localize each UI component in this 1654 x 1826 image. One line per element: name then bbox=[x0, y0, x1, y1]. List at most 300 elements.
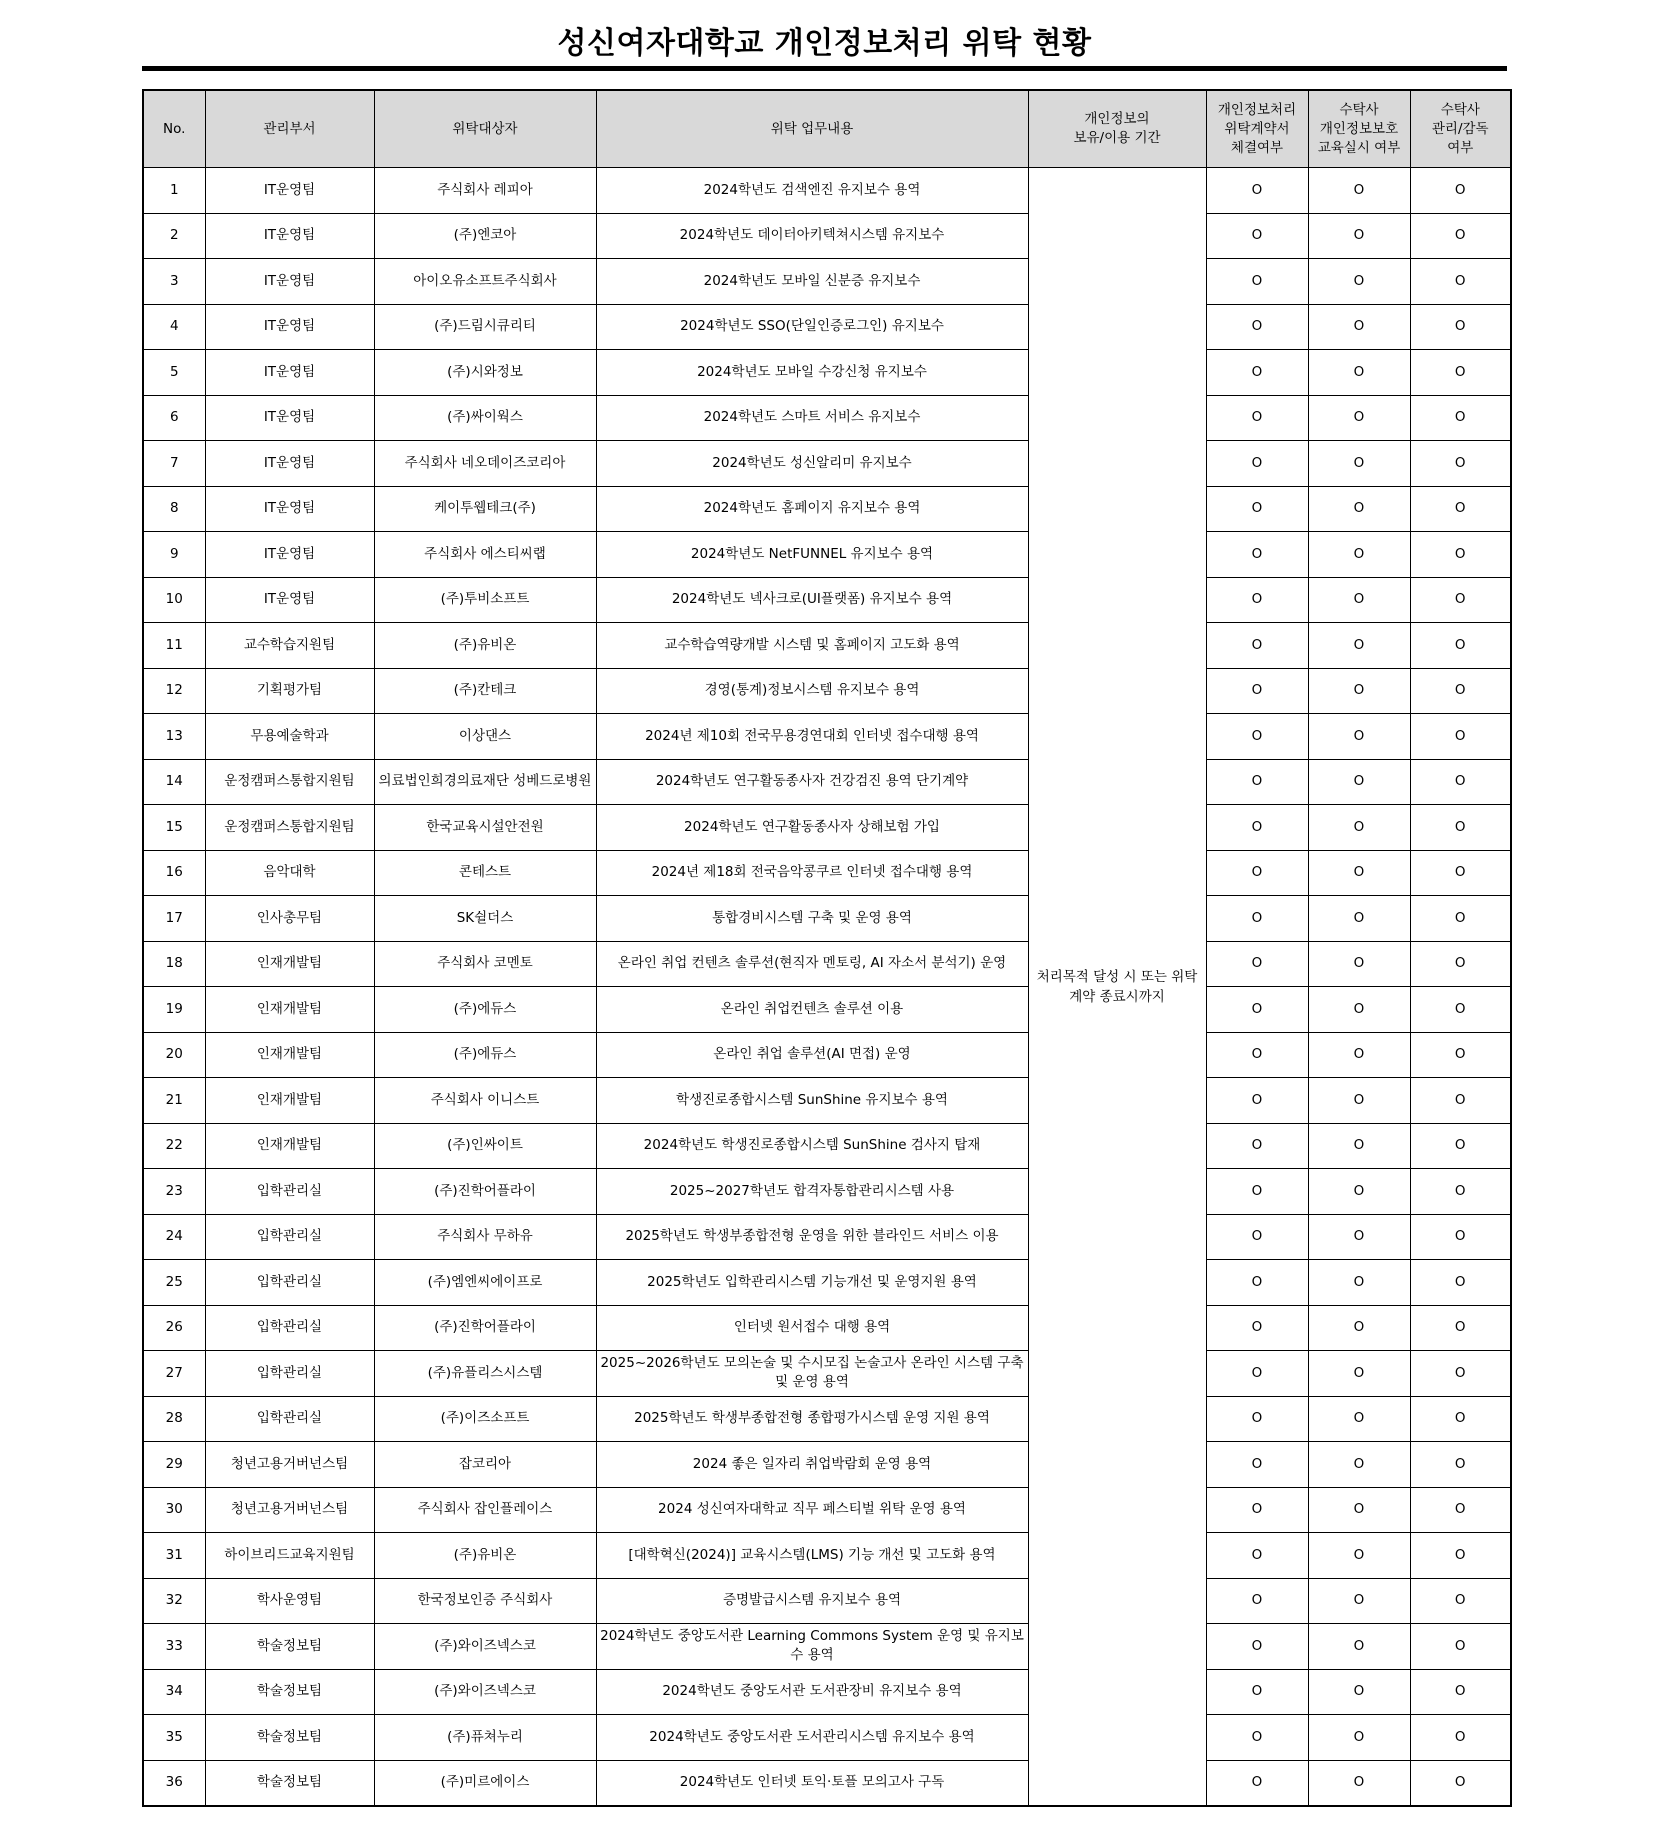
cell-supervision-status: O bbox=[1410, 1442, 1511, 1488]
cell-education-status: O bbox=[1308, 1351, 1410, 1397]
cell-education-status: O bbox=[1308, 1123, 1410, 1169]
cell-contract-status: O bbox=[1206, 1578, 1308, 1624]
cell-education-status: O bbox=[1308, 1078, 1410, 1124]
cell-no: 5 bbox=[143, 350, 205, 396]
cell-no: 23 bbox=[143, 1169, 205, 1215]
cell-supervision-status: O bbox=[1410, 987, 1511, 1033]
cell-contract-status: O bbox=[1206, 941, 1308, 987]
cell-no: 2 bbox=[143, 213, 205, 259]
cell-contractor: (주)엠엔씨에이프로 bbox=[374, 1260, 596, 1306]
cell-no: 14 bbox=[143, 759, 205, 805]
cell-department: 인재개발팀 bbox=[205, 941, 374, 987]
cell-supervision-status: O bbox=[1410, 1351, 1511, 1397]
cell-no: 32 bbox=[143, 1578, 205, 1624]
cell-education-status: O bbox=[1308, 1578, 1410, 1624]
cell-education-status: O bbox=[1308, 259, 1410, 305]
cell-contract-status: O bbox=[1206, 1305, 1308, 1351]
cell-task: 2024 좋은 일자리 취업박람회 운영 용역 bbox=[596, 1442, 1028, 1488]
cell-no: 19 bbox=[143, 987, 205, 1033]
cell-supervision-status: O bbox=[1410, 1214, 1511, 1260]
table-row bbox=[143, 395, 1511, 441]
cell-contract-status: O bbox=[1206, 1169, 1308, 1215]
cell-task: 2024학년도 스마트 서비스 유지보수 bbox=[596, 395, 1028, 441]
cell-education-status: O bbox=[1308, 1533, 1410, 1579]
cell-no: 18 bbox=[143, 941, 205, 987]
cell-department: 입학관리실 bbox=[205, 1305, 374, 1351]
cell-department: 교수학습지원팀 bbox=[205, 623, 374, 669]
cell-education-status: O bbox=[1308, 941, 1410, 987]
cell-education-status: O bbox=[1308, 896, 1410, 942]
cell-contract-status: O bbox=[1206, 1214, 1308, 1260]
table-row bbox=[143, 350, 1511, 396]
cell-education-status: O bbox=[1308, 168, 1410, 214]
cell-no: 25 bbox=[143, 1260, 205, 1306]
cell-contract-status: O bbox=[1206, 714, 1308, 760]
cell-education-status: O bbox=[1308, 1669, 1410, 1715]
cell-education-status: O bbox=[1308, 805, 1410, 851]
cell-department: 입학관리실 bbox=[205, 1260, 374, 1306]
cell-contract-status: O bbox=[1206, 441, 1308, 487]
cell-task: 2025학년도 학생부종합전형 운영을 위한 블라인드 서비스 이용 bbox=[596, 1214, 1028, 1260]
cell-department: 기획평가팀 bbox=[205, 668, 374, 714]
cell-no: 16 bbox=[143, 850, 205, 896]
cell-no: 9 bbox=[143, 532, 205, 578]
cell-education-status: O bbox=[1308, 1760, 1410, 1806]
cell-supervision-status: O bbox=[1410, 395, 1511, 441]
cell-department: 학술정보팀 bbox=[205, 1624, 374, 1670]
cell-education-status: O bbox=[1308, 486, 1410, 532]
table-row bbox=[143, 1032, 1511, 1078]
cell-contract-status: O bbox=[1206, 1487, 1308, 1533]
cell-contractor: 주식회사 네오데이즈코리아 bbox=[374, 441, 596, 487]
cell-no: 15 bbox=[143, 805, 205, 851]
cell-contract-status: O bbox=[1206, 532, 1308, 578]
cell-supervision-status: O bbox=[1410, 168, 1511, 214]
cell-task: 2024학년도 중앙도서관 Learning Commons System 운영 및 유지보수 용역 bbox=[596, 1624, 1028, 1670]
cell-contract-status: O bbox=[1206, 1396, 1308, 1442]
cell-department: 학사운영팀 bbox=[205, 1578, 374, 1624]
table-row bbox=[143, 259, 1511, 305]
cell-department: 입학관리실 bbox=[205, 1169, 374, 1215]
cell-education-status: O bbox=[1308, 623, 1410, 669]
cell-contract-status: O bbox=[1206, 805, 1308, 851]
cell-education-status: O bbox=[1308, 1442, 1410, 1488]
cell-contractor: (주)투비소프트 bbox=[374, 577, 596, 623]
table-row bbox=[143, 759, 1511, 805]
cell-supervision-status: O bbox=[1410, 759, 1511, 805]
cell-education-status: O bbox=[1308, 532, 1410, 578]
cell-contract-status: O bbox=[1206, 486, 1308, 532]
cell-contract-status: O bbox=[1206, 1078, 1308, 1124]
table-row bbox=[143, 1169, 1511, 1215]
cell-supervision-status: O bbox=[1410, 1305, 1511, 1351]
cell-contractor: 주식회사 레피아 bbox=[374, 168, 596, 214]
cell-department: 입학관리실 bbox=[205, 1214, 374, 1260]
cell-contractor: (주)에듀스 bbox=[374, 987, 596, 1033]
cell-contract-status: O bbox=[1206, 168, 1308, 214]
cell-no: 27 bbox=[143, 1351, 205, 1397]
cell-no: 3 bbox=[143, 259, 205, 305]
cell-supervision-status: O bbox=[1410, 805, 1511, 851]
cell-department: 학술정보팀 bbox=[205, 1760, 374, 1806]
cell-contract-status: O bbox=[1206, 1715, 1308, 1761]
cell-department: IT운영팀 bbox=[205, 577, 374, 623]
table-row bbox=[143, 714, 1511, 760]
cell-education-status: O bbox=[1308, 668, 1410, 714]
table-row bbox=[143, 486, 1511, 532]
cell-retention-period: 처리목적 달성 시 또는 위탁 계약 종료시까지 bbox=[1028, 168, 1206, 1807]
header-contract: 개인정보처리 위탁계약서 체결여부 bbox=[1206, 90, 1308, 168]
cell-education-status: O bbox=[1308, 759, 1410, 805]
cell-no: 36 bbox=[143, 1760, 205, 1806]
cell-task: 2024학년도 검색엔진 유지보수 용역 bbox=[596, 168, 1028, 214]
cell-task: 증명발급시스템 유지보수 용역 bbox=[596, 1578, 1028, 1624]
cell-contractor: 주식회사 코멘토 bbox=[374, 941, 596, 987]
cell-no: 12 bbox=[143, 668, 205, 714]
cell-education-status: O bbox=[1308, 1715, 1410, 1761]
table-header-row bbox=[143, 90, 1511, 168]
cell-department: 학술정보팀 bbox=[205, 1669, 374, 1715]
cell-no: 29 bbox=[143, 1442, 205, 1488]
cell-education-status: O bbox=[1308, 1487, 1410, 1533]
cell-contract-status: O bbox=[1206, 987, 1308, 1033]
cell-department: 인재개발팀 bbox=[205, 1078, 374, 1124]
cell-task: 2025~2026학년도 모의논술 및 수시모집 논술고사 온라인 시스템 구축 및 운영 용역 bbox=[596, 1351, 1028, 1397]
cell-task: [대학혁신(2024)] 교육시스템(LMS) 기능 개선 및 고도화 용역 bbox=[596, 1533, 1028, 1579]
cell-supervision-status: O bbox=[1410, 213, 1511, 259]
cell-education-status: O bbox=[1308, 441, 1410, 487]
table-row bbox=[143, 1487, 1511, 1533]
cell-supervision-status: O bbox=[1410, 714, 1511, 760]
cell-no: 21 bbox=[143, 1078, 205, 1124]
table-row bbox=[143, 1260, 1511, 1306]
table-row bbox=[143, 805, 1511, 851]
cell-supervision-status: O bbox=[1410, 486, 1511, 532]
cell-department: IT운영팀 bbox=[205, 168, 374, 214]
cell-supervision-status: O bbox=[1410, 1487, 1511, 1533]
cell-contractor: (주)엔코아 bbox=[374, 213, 596, 259]
cell-department: IT운영팀 bbox=[205, 395, 374, 441]
cell-department: 인사총무팀 bbox=[205, 896, 374, 942]
cell-department: 하이브리드교육지원팀 bbox=[205, 1533, 374, 1579]
cell-department: IT운영팀 bbox=[205, 259, 374, 305]
cell-task: 2024년 제18회 전국음악콩쿠르 인터넷 접수대행 용역 bbox=[596, 850, 1028, 896]
table-row bbox=[143, 1351, 1511, 1397]
cell-task: 온라인 취업 컨텐츠 솔루션(현직자 멘토링, AI 자소서 분석기) 운영 bbox=[596, 941, 1028, 987]
cell-education-status: O bbox=[1308, 395, 1410, 441]
cell-education-status: O bbox=[1308, 1032, 1410, 1078]
table-row bbox=[143, 1669, 1511, 1715]
cell-task: 2024학년도 연구활동종사자 상해보험 가입 bbox=[596, 805, 1028, 851]
document-title: 성신여자대학교 개인정보처리 위탁 현황 bbox=[142, 22, 1507, 71]
cell-task: 2024학년도 성신알리미 유지보수 bbox=[596, 441, 1028, 487]
cell-task: 2025~2027학년도 합격자통합관리시스템 사용 bbox=[596, 1169, 1028, 1215]
cell-contractor: SK쉴더스 bbox=[374, 896, 596, 942]
cell-supervision-status: O bbox=[1410, 1396, 1511, 1442]
cell-department: IT운영팀 bbox=[205, 304, 374, 350]
cell-contractor: 잡코리아 bbox=[374, 1442, 596, 1488]
table-row bbox=[143, 213, 1511, 259]
cell-department: 운정캠퍼스통합지원팀 bbox=[205, 759, 374, 805]
cell-supervision-status: O bbox=[1410, 1578, 1511, 1624]
cell-contractor: (주)인싸이트 bbox=[374, 1123, 596, 1169]
cell-no: 22 bbox=[143, 1123, 205, 1169]
cell-contract-status: O bbox=[1206, 1533, 1308, 1579]
cell-no: 13 bbox=[143, 714, 205, 760]
cell-supervision-status: O bbox=[1410, 941, 1511, 987]
cell-contract-status: O bbox=[1206, 896, 1308, 942]
table-row bbox=[143, 1214, 1511, 1260]
cell-no: 6 bbox=[143, 395, 205, 441]
cell-contractor: 아이오유소프트주식회사 bbox=[374, 259, 596, 305]
cell-supervision-status: O bbox=[1410, 350, 1511, 396]
table-body bbox=[143, 168, 1511, 1807]
cell-task: 2024학년도 데이터아키텍쳐시스템 유지보수 bbox=[596, 213, 1028, 259]
cell-task: 2024학년도 SSO(단일인증로그인) 유지보수 bbox=[596, 304, 1028, 350]
cell-supervision-status: O bbox=[1410, 1760, 1511, 1806]
cell-no: 20 bbox=[143, 1032, 205, 1078]
table-row bbox=[143, 941, 1511, 987]
cell-education-status: O bbox=[1308, 714, 1410, 760]
cell-education-status: O bbox=[1308, 1169, 1410, 1215]
cell-contractor: (주)드림시큐리티 bbox=[374, 304, 596, 350]
cell-contractor: (주)유비온 bbox=[374, 623, 596, 669]
cell-supervision-status: O bbox=[1410, 668, 1511, 714]
cell-education-status: O bbox=[1308, 1214, 1410, 1260]
cell-supervision-status: O bbox=[1410, 1669, 1511, 1715]
cell-no: 8 bbox=[143, 486, 205, 532]
cell-contractor: (주)싸이웍스 bbox=[374, 395, 596, 441]
cell-department: 인재개발팀 bbox=[205, 1032, 374, 1078]
cell-task: 경영(통계)정보시스템 유지보수 용역 bbox=[596, 668, 1028, 714]
cell-no: 26 bbox=[143, 1305, 205, 1351]
cell-contractor: 의료법인희경의료재단 성베드로병원 bbox=[374, 759, 596, 805]
cell-contractor: 콘테스트 bbox=[374, 850, 596, 896]
cell-task: 인터넷 원서접수 대행 용역 bbox=[596, 1305, 1028, 1351]
table-row bbox=[143, 1715, 1511, 1761]
header-education: 수탁사 개인정보보호 교육실시 여부 bbox=[1308, 90, 1410, 168]
cell-no: 24 bbox=[143, 1214, 205, 1260]
cell-contractor: 주식회사 무하유 bbox=[374, 1214, 596, 1260]
cell-contract-status: O bbox=[1206, 304, 1308, 350]
table-row bbox=[143, 850, 1511, 896]
cell-task: 2024학년도 넥사크로(UI플랫폼) 유지보수 용역 bbox=[596, 577, 1028, 623]
cell-contract-status: O bbox=[1206, 1123, 1308, 1169]
cell-contractor: (주)시와정보 bbox=[374, 350, 596, 396]
cell-supervision-status: O bbox=[1410, 532, 1511, 578]
cell-no: 1 bbox=[143, 168, 205, 214]
cell-contract-status: O bbox=[1206, 1442, 1308, 1488]
cell-contractor: 이상댄스 bbox=[374, 714, 596, 760]
cell-supervision-status: O bbox=[1410, 259, 1511, 305]
cell-task: 2024학년도 중앙도서관 도서관리시스템 유지보수 용역 bbox=[596, 1715, 1028, 1761]
cell-department: 청년고용거버넌스팀 bbox=[205, 1442, 374, 1488]
table-row bbox=[143, 1624, 1511, 1670]
cell-task: 2024년 제10회 전국무용경연대회 인터넷 접수대행 용역 bbox=[596, 714, 1028, 760]
cell-no: 34 bbox=[143, 1669, 205, 1715]
cell-department: IT운영팀 bbox=[205, 213, 374, 259]
cell-contractor: 케이투웹테크(주) bbox=[374, 486, 596, 532]
cell-contractor: 주식회사 에스티씨랩 bbox=[374, 532, 596, 578]
cell-supervision-status: O bbox=[1410, 1624, 1511, 1670]
cell-task: 온라인 취업컨텐츠 솔루션 이용 bbox=[596, 987, 1028, 1033]
cell-no: 10 bbox=[143, 577, 205, 623]
cell-education-status: O bbox=[1308, 350, 1410, 396]
cell-contractor: 주식회사 잡인플레이스 bbox=[374, 1487, 596, 1533]
cell-department: 입학관리실 bbox=[205, 1351, 374, 1397]
cell-supervision-status: O bbox=[1410, 1032, 1511, 1078]
cell-contract-status: O bbox=[1206, 759, 1308, 805]
cell-contractor: (주)진학어플라이 bbox=[374, 1169, 596, 1215]
cell-contractor: (주)에듀스 bbox=[374, 1032, 596, 1078]
cell-education-status: O bbox=[1308, 1624, 1410, 1670]
table-row bbox=[143, 304, 1511, 350]
cell-contract-status: O bbox=[1206, 1351, 1308, 1397]
cell-no: 28 bbox=[143, 1396, 205, 1442]
cell-task: 2024학년도 중앙도서관 도서관장비 유지보수 용역 bbox=[596, 1669, 1028, 1715]
cell-task: 교수학습역량개발 시스템 및 홈페이지 고도화 용역 bbox=[596, 623, 1028, 669]
cell-contract-status: O bbox=[1206, 623, 1308, 669]
cell-no: 11 bbox=[143, 623, 205, 669]
cell-no: 7 bbox=[143, 441, 205, 487]
table-row bbox=[143, 532, 1511, 578]
cell-department: 입학관리실 bbox=[205, 1396, 374, 1442]
header-period: 개인정보의 보유/이용 기간 bbox=[1028, 90, 1206, 168]
cell-department: IT운영팀 bbox=[205, 486, 374, 532]
cell-task: 2024학년도 학생진로종합시스템 SunShine 검사지 탑재 bbox=[596, 1123, 1028, 1169]
table-row bbox=[143, 668, 1511, 714]
cell-department: 인재개발팀 bbox=[205, 987, 374, 1033]
cell-task: 2024학년도 연구활동종사자 건강검진 용역 단기계약 bbox=[596, 759, 1028, 805]
cell-education-status: O bbox=[1308, 304, 1410, 350]
cell-contractor: (주)이즈소프트 bbox=[374, 1396, 596, 1442]
cell-contractor: (주)칸테크 bbox=[374, 668, 596, 714]
cell-contract-status: O bbox=[1206, 1624, 1308, 1670]
cell-department: IT운영팀 bbox=[205, 532, 374, 578]
cell-task: 2024학년도 NetFUNNEL 유지보수 용역 bbox=[596, 532, 1028, 578]
header-no: No. bbox=[143, 90, 205, 168]
cell-supervision-status: O bbox=[1410, 304, 1511, 350]
cell-education-status: O bbox=[1308, 213, 1410, 259]
cell-supervision-status: O bbox=[1410, 1078, 1511, 1124]
header-department: 관리부서 bbox=[205, 90, 374, 168]
table-row bbox=[143, 1578, 1511, 1624]
cell-supervision-status: O bbox=[1410, 896, 1511, 942]
cell-task: 온라인 취업 솔루션(AI 면접) 운영 bbox=[596, 1032, 1028, 1078]
cell-task: 2025학년도 입학관리시스템 기능개선 및 운영지원 용역 bbox=[596, 1260, 1028, 1306]
cell-education-status: O bbox=[1308, 1260, 1410, 1306]
cell-contract-status: O bbox=[1206, 577, 1308, 623]
cell-supervision-status: O bbox=[1410, 1260, 1511, 1306]
cell-task: 2024학년도 홈페이지 유지보수 용역 bbox=[596, 486, 1028, 532]
table-row bbox=[143, 577, 1511, 623]
cell-no: 31 bbox=[143, 1533, 205, 1579]
table-row bbox=[143, 1123, 1511, 1169]
cell-department: 인재개발팀 bbox=[205, 1123, 374, 1169]
cell-contractor: (주)유플리스시스템 bbox=[374, 1351, 596, 1397]
cell-department: 운정캠퍼스통합지원팀 bbox=[205, 805, 374, 851]
cell-department: IT운영팀 bbox=[205, 350, 374, 396]
cell-contract-status: O bbox=[1206, 259, 1308, 305]
cell-department: 음악대학 bbox=[205, 850, 374, 896]
cell-department: 무용예술학과 bbox=[205, 714, 374, 760]
outsourcing-table bbox=[142, 89, 1512, 1807]
cell-supervision-status: O bbox=[1410, 623, 1511, 669]
cell-supervision-status: O bbox=[1410, 850, 1511, 896]
cell-contract-status: O bbox=[1206, 1669, 1308, 1715]
cell-department: IT운영팀 bbox=[205, 441, 374, 487]
cell-contractor: (주)와이즈넥스코 bbox=[374, 1669, 596, 1715]
cell-department: 청년고용거버넌스팀 bbox=[205, 1487, 374, 1533]
cell-task: 2024학년도 인터넷 토익·토플 모의고사 구독 bbox=[596, 1760, 1028, 1806]
cell-education-status: O bbox=[1308, 577, 1410, 623]
cell-contract-status: O bbox=[1206, 1032, 1308, 1078]
table-row bbox=[143, 1533, 1511, 1579]
cell-contract-status: O bbox=[1206, 1760, 1308, 1806]
header-contractor: 위탁대상자 bbox=[374, 90, 596, 168]
cell-no: 33 bbox=[143, 1624, 205, 1670]
cell-contract-status: O bbox=[1206, 668, 1308, 714]
table-row bbox=[143, 623, 1511, 669]
cell-contractor: (주)퓨쳐누리 bbox=[374, 1715, 596, 1761]
cell-contractor: 한국교육시설안전원 bbox=[374, 805, 596, 851]
cell-contractor: (주)유비온 bbox=[374, 1533, 596, 1579]
cell-task: 2025학년도 학생부종합전형 종합평가시스템 운영 지원 용역 bbox=[596, 1396, 1028, 1442]
cell-task: 통합경비시스템 구축 및 운영 용역 bbox=[596, 896, 1028, 942]
cell-contractor: (주)진학어플라이 bbox=[374, 1305, 596, 1351]
cell-no: 30 bbox=[143, 1487, 205, 1533]
cell-contract-status: O bbox=[1206, 213, 1308, 259]
cell-contractor: (주)와이즈넥스코 bbox=[374, 1624, 596, 1670]
cell-education-status: O bbox=[1308, 850, 1410, 896]
table-row bbox=[143, 1760, 1511, 1806]
cell-supervision-status: O bbox=[1410, 1715, 1511, 1761]
table-row bbox=[143, 168, 1511, 214]
header-supervision: 수탁사 관리/감독 여부 bbox=[1410, 90, 1511, 168]
cell-contract-status: O bbox=[1206, 350, 1308, 396]
cell-education-status: O bbox=[1308, 1396, 1410, 1442]
table-row bbox=[143, 1442, 1511, 1488]
cell-supervision-status: O bbox=[1410, 577, 1511, 623]
cell-contractor: 한국정보인증 주식회사 bbox=[374, 1578, 596, 1624]
cell-task: 2024학년도 모바일 수강신청 유지보수 bbox=[596, 350, 1028, 396]
cell-supervision-status: O bbox=[1410, 1169, 1511, 1215]
cell-task: 학생진로종합시스템 SunShine 유지보수 용역 bbox=[596, 1078, 1028, 1124]
cell-supervision-status: O bbox=[1410, 1533, 1511, 1579]
cell-contractor: 주식회사 이니스트 bbox=[374, 1078, 596, 1124]
table-row bbox=[143, 896, 1511, 942]
header-task: 위탁 업무내용 bbox=[596, 90, 1028, 168]
cell-contract-status: O bbox=[1206, 1260, 1308, 1306]
cell-contract-status: O bbox=[1206, 850, 1308, 896]
cell-supervision-status: O bbox=[1410, 441, 1511, 487]
cell-education-status: O bbox=[1308, 1305, 1410, 1351]
cell-contractor: (주)미르에이스 bbox=[374, 1760, 596, 1806]
table-row bbox=[143, 441, 1511, 487]
cell-no: 4 bbox=[143, 304, 205, 350]
cell-contract-status: O bbox=[1206, 395, 1308, 441]
cell-education-status: O bbox=[1308, 987, 1410, 1033]
cell-supervision-status: O bbox=[1410, 1123, 1511, 1169]
cell-no: 35 bbox=[143, 1715, 205, 1761]
cell-department: 학술정보팀 bbox=[205, 1715, 374, 1761]
table-row bbox=[143, 987, 1511, 1033]
table-row bbox=[143, 1078, 1511, 1124]
table-row bbox=[143, 1305, 1511, 1351]
cell-task: 2024학년도 모바일 신분증 유지보수 bbox=[596, 259, 1028, 305]
cell-task: 2024 성신여자대학교 직무 페스티벌 위탁 운영 용역 bbox=[596, 1487, 1028, 1533]
cell-no: 17 bbox=[143, 896, 205, 942]
